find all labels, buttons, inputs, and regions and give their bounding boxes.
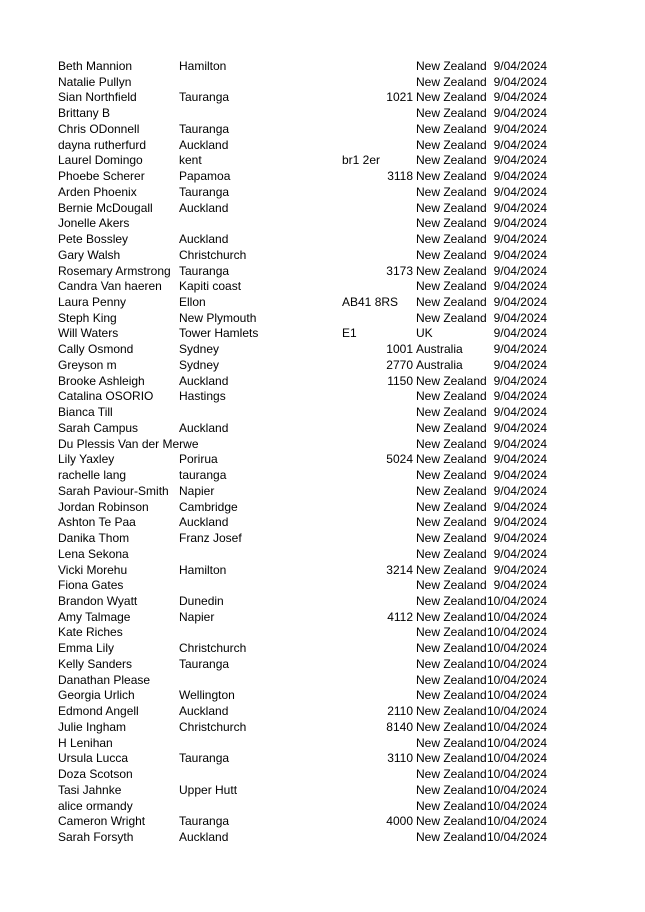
date-cell: 9/04/2024 (493, 106, 547, 121)
country-cell: New Zealand (416, 483, 487, 498)
table-row (0, 547, 645, 563)
city-cell: kent (179, 153, 202, 168)
country-cell: New Zealand (416, 405, 487, 420)
city-cell: Kapiti coast (179, 279, 242, 294)
city-cell: Auckland (179, 829, 229, 844)
table-row (0, 421, 645, 437)
date-cell: 9/04/2024 (493, 326, 547, 341)
table-row (0, 405, 645, 421)
name-cell: Candra Van haeren (58, 279, 162, 294)
table-row (0, 830, 645, 846)
table-row (0, 59, 645, 75)
name-cell: Jordan Robinson (58, 499, 149, 514)
table-row (0, 311, 645, 327)
name-cell: Cally Osmond (58, 342, 134, 357)
name-cell: Beth Mannion (58, 59, 133, 73)
date-cell: 9/04/2024 (493, 216, 547, 231)
postcode-cell: 1150 (387, 373, 413, 388)
date-cell: 10/04/2024 (486, 641, 547, 656)
postcode-cell: AB41 8RS (342, 295, 399, 310)
table-row (0, 185, 645, 201)
country-cell: New Zealand (416, 184, 487, 199)
table-row (0, 783, 645, 799)
name-cell: Steph King (58, 310, 117, 325)
name-cell: Arden Phoenix (58, 184, 137, 199)
table-row (0, 736, 645, 752)
date-cell: 10/04/2024 (486, 814, 547, 829)
name-cell: Ashton Te Paa (58, 515, 136, 530)
country-cell: New Zealand (416, 247, 487, 262)
date-cell: 10/04/2024 (486, 593, 547, 608)
postcode-cell: 3173 (386, 263, 413, 278)
name-cell: Kate Riches (58, 625, 123, 640)
city-cell: Wellington (179, 688, 235, 703)
table-row (0, 374, 645, 390)
date-cell: 9/04/2024 (493, 137, 547, 152)
date-cell: 9/04/2024 (493, 121, 547, 136)
table-row (0, 641, 645, 657)
table-row (0, 295, 645, 311)
name-cell: Chris ODonnell (58, 121, 140, 136)
date-cell: 9/04/2024 (493, 279, 547, 294)
country-cell: New Zealand (416, 263, 487, 278)
name-cell: dayna rutherfurd (58, 137, 147, 152)
country-cell: New Zealand (416, 782, 487, 797)
date-cell: 9/04/2024 (493, 483, 547, 498)
country-cell: New Zealand (416, 232, 487, 247)
name-cell: Rosemary Armstrong (58, 263, 171, 278)
country-cell: New Zealand (416, 735, 487, 750)
name-cell: Kelly Sanders (58, 656, 133, 671)
name-cell: Sarah Forsyth (58, 829, 134, 844)
country-cell: UK (416, 326, 433, 341)
table-row (0, 500, 645, 516)
table-row (0, 452, 645, 468)
city-cell: Tauranga (179, 184, 230, 199)
name-cell: Lily Yaxley (58, 452, 115, 467)
city-cell: Sydney (179, 357, 220, 372)
city-cell: New Plymouth (179, 310, 257, 325)
country-cell: New Zealand (416, 814, 487, 829)
table-row (0, 264, 645, 280)
country-cell: New Zealand (416, 562, 487, 577)
table-row (0, 720, 645, 736)
country-cell: New Zealand (416, 593, 487, 608)
postcode-cell: 4112 (387, 609, 413, 624)
date-cell: 10/04/2024 (486, 735, 547, 750)
country-cell: New Zealand (416, 656, 487, 671)
country-cell: New Zealand (416, 452, 487, 467)
country-cell: New Zealand (416, 704, 487, 719)
country-cell: New Zealand (416, 767, 487, 782)
city-cell: Tauranga (179, 656, 230, 671)
country-cell: New Zealand (416, 59, 487, 73)
city-cell: Franz Josef (179, 531, 242, 546)
city-cell: Porirua (179, 452, 218, 467)
name-cell: Gary Walsh (58, 247, 121, 262)
country-cell: New Zealand (416, 420, 487, 435)
date-cell: 9/04/2024 (493, 232, 547, 247)
country-cell: New Zealand (416, 373, 487, 388)
table-row (0, 437, 645, 453)
table-row (0, 169, 645, 185)
country-cell: Australia (416, 342, 463, 357)
country-cell: New Zealand (416, 121, 487, 136)
date-cell: 9/04/2024 (493, 515, 547, 530)
date-cell: 9/04/2024 (493, 562, 547, 577)
date-cell: 9/04/2024 (493, 169, 547, 184)
country-cell: New Zealand (416, 137, 487, 152)
table-row (0, 515, 645, 531)
country-cell: New Zealand (416, 106, 487, 121)
date-cell: 9/04/2024 (493, 74, 547, 89)
table-row (0, 688, 645, 704)
table-row (0, 153, 645, 169)
city-cell: Papamoa (179, 169, 231, 184)
postcode-cell: 1001 (386, 342, 413, 357)
table-row (0, 389, 645, 405)
name-cell: rachelle lang (58, 468, 127, 483)
city-cell: tauranga (179, 468, 227, 483)
city-cell: Cambridge (179, 499, 238, 514)
name-cell: Doza Scotson (58, 767, 133, 782)
table-row (0, 216, 645, 232)
date-cell: 10/04/2024 (486, 829, 547, 844)
date-cell: 9/04/2024 (493, 247, 547, 262)
city-cell: Hastings (179, 389, 226, 404)
country-cell: New Zealand (416, 578, 487, 593)
date-cell: 10/04/2024 (486, 625, 547, 640)
table-row (0, 201, 645, 217)
country-cell: New Zealand (416, 216, 487, 231)
date-cell: 9/04/2024 (493, 468, 547, 483)
table-row (0, 767, 645, 783)
city-cell: Sydney (179, 342, 220, 357)
name-cell: Greyson m (58, 357, 117, 372)
country-cell: New Zealand (416, 798, 487, 813)
postcode-cell: 2110 (387, 704, 413, 719)
records-table (0, 59, 645, 846)
name-cell: alice ormandy (58, 798, 133, 813)
date-cell: 9/04/2024 (493, 578, 547, 593)
city-cell: Tauranga (179, 751, 230, 766)
table-row (0, 657, 645, 673)
name-cell: Cameron Wright (58, 814, 146, 829)
postcode-cell: 4000 (386, 814, 413, 829)
name-cell: Vicki Morehu (58, 562, 128, 577)
country-cell: New Zealand (416, 719, 487, 734)
name-cell: Laurel Domingo (58, 153, 143, 168)
country-cell: New Zealand (416, 499, 487, 514)
country-cell: New Zealand (416, 295, 487, 310)
date-cell: 10/04/2024 (486, 688, 547, 703)
date-cell: 9/04/2024 (493, 342, 547, 357)
city-cell: Auckland (179, 515, 229, 530)
table-row (0, 531, 645, 547)
city-cell: Hamilton (179, 562, 227, 577)
name-cell: Laura Penny (58, 295, 127, 310)
name-cell: Danathan Please (58, 672, 151, 687)
date-cell: 10/04/2024 (486, 751, 547, 766)
date-cell: 9/04/2024 (493, 452, 547, 467)
date-cell: 10/04/2024 (486, 672, 547, 687)
name-cell: Amy Talmage (58, 609, 131, 624)
name-cell: Will Waters (58, 326, 119, 341)
name-cell: Phoebe Scherer (58, 169, 145, 184)
city-cell: Tower Hamlets (179, 326, 259, 341)
name-cell: Lena Sekona (58, 546, 129, 561)
date-cell: 10/04/2024 (486, 704, 547, 719)
postcode-cell: 3110 (387, 751, 413, 766)
country-cell: New Zealand (416, 672, 487, 687)
date-cell: 10/04/2024 (486, 782, 547, 797)
postcode-cell: 2770 (386, 357, 413, 372)
date-cell: 9/04/2024 (493, 405, 547, 420)
country-cell: New Zealand (416, 829, 487, 844)
city-cell: Dunedin (179, 593, 224, 608)
postcode-cell: E1 (342, 326, 357, 341)
table-row (0, 799, 645, 815)
table-row (0, 90, 645, 106)
date-cell: 9/04/2024 (493, 373, 547, 388)
postcode-cell: 8140 (386, 719, 413, 734)
postcode-cell: 5024 (386, 452, 413, 467)
country-cell: New Zealand (416, 531, 487, 546)
city-cell: Ellon (179, 295, 206, 310)
date-cell: 10/04/2024 (486, 609, 547, 624)
table-row (0, 106, 645, 122)
date-cell: 9/04/2024 (493, 59, 547, 73)
country-cell: New Zealand (416, 546, 487, 561)
city-cell: Tauranga (179, 814, 230, 829)
name-cell: Bianca Till (58, 405, 113, 420)
name-cell: Danika Thom (58, 531, 130, 546)
name-cell: Catalina OSORIO (58, 389, 154, 404)
name-cell: Pete Bossley (58, 232, 129, 247)
table-row (0, 814, 645, 830)
city-cell: Napier (179, 609, 215, 624)
country-cell: New Zealand (416, 90, 487, 105)
date-cell: 9/04/2024 (493, 436, 547, 451)
table-row (0, 610, 645, 626)
city-cell: Auckland (179, 373, 229, 388)
country-cell: New Zealand (416, 751, 487, 766)
city-cell: Tauranga (179, 90, 230, 105)
table-row (0, 122, 645, 138)
date-cell: 9/04/2024 (493, 357, 547, 372)
name-cell: Sian Northfield (58, 90, 137, 105)
name-cell: Emma Lily (58, 641, 115, 656)
table-row (0, 468, 645, 484)
postcode-cell: br1 2er (342, 153, 381, 168)
table-row (0, 563, 645, 579)
date-cell: 10/04/2024 (486, 656, 547, 671)
city-cell: Auckland (179, 137, 229, 152)
table-row (0, 673, 645, 689)
name-cell: Brandon Wyatt (58, 593, 138, 608)
postcode-cell: 1021 (386, 90, 413, 105)
date-cell: 9/04/2024 (493, 200, 547, 215)
country-cell: New Zealand (416, 310, 487, 325)
date-cell: 9/04/2024 (493, 295, 547, 310)
name-cell: H Lenihan (58, 735, 113, 750)
table-row (0, 279, 645, 295)
date-cell: 9/04/2024 (493, 499, 547, 514)
city-cell: Hamilton (179, 59, 227, 73)
city-cell: Tauranga (179, 263, 230, 278)
name-cell: Du Plessis Van der Merwe (58, 436, 199, 451)
country-cell: New Zealand (416, 609, 487, 624)
country-cell: New Zealand (416, 468, 487, 483)
table-row (0, 704, 645, 720)
name-cell: Sarah Campus (58, 420, 139, 435)
table-row (0, 751, 645, 767)
table-row (0, 625, 645, 641)
date-cell: 10/04/2024 (486, 767, 547, 782)
name-cell: Edmond Angell (58, 704, 139, 719)
postcode-cell: 3214 (386, 562, 413, 577)
country-cell: New Zealand (416, 169, 487, 184)
date-cell: 9/04/2024 (493, 263, 547, 278)
country-cell: New Zealand (416, 641, 487, 656)
city-cell: Christchurch (179, 641, 247, 656)
country-cell: New Zealand (416, 436, 487, 451)
country-cell: New Zealand (416, 153, 487, 168)
name-cell: Fiona Gates (58, 578, 124, 593)
table-row (0, 358, 645, 374)
city-cell: Auckland (179, 704, 229, 719)
name-cell: Brittany B (58, 106, 111, 121)
name-cell: Sarah Paviour-Smith (58, 483, 169, 498)
table-row (0, 326, 645, 342)
name-cell: Bernie McDougall (58, 200, 153, 215)
city-cell: Napier (179, 483, 215, 498)
date-cell: 9/04/2024 (493, 310, 547, 325)
city-cell: Auckland (179, 200, 229, 215)
table-row (0, 75, 645, 91)
name-cell: Jonelle Akers (58, 216, 130, 231)
name-cell: Brooke Ashleigh (58, 373, 145, 388)
date-cell: 9/04/2024 (493, 389, 547, 404)
country-cell: Australia (416, 357, 463, 372)
table-row (0, 484, 645, 500)
table-row (0, 232, 645, 248)
country-cell: New Zealand (416, 515, 487, 530)
table-row (0, 594, 645, 610)
city-cell: Tauranga (179, 121, 230, 136)
date-cell: 10/04/2024 (486, 798, 547, 813)
city-cell: Auckland (179, 420, 229, 435)
city-cell: Christchurch (179, 719, 247, 734)
date-cell: 10/04/2024 (486, 719, 547, 734)
name-cell: Julie Ingham (58, 719, 127, 734)
city-cell: Auckland (179, 232, 229, 247)
date-cell: 9/04/2024 (493, 90, 547, 105)
country-cell: New Zealand (416, 200, 487, 215)
country-cell: New Zealand (416, 74, 487, 89)
date-cell: 9/04/2024 (493, 184, 547, 199)
country-cell: New Zealand (416, 625, 487, 640)
date-cell: 9/04/2024 (493, 546, 547, 561)
name-cell: Natalie Pullyn (58, 74, 132, 89)
postcode-cell: 3118 (387, 169, 413, 184)
table-row (0, 248, 645, 264)
table-row (0, 342, 645, 358)
country-cell: New Zealand (416, 279, 487, 294)
city-cell: Upper Hutt (179, 782, 238, 797)
table-row (0, 138, 645, 154)
country-cell: New Zealand (416, 688, 487, 703)
date-cell: 9/04/2024 (493, 153, 547, 168)
table-row (0, 578, 645, 594)
name-cell: Tasi Jahnke (58, 782, 122, 797)
date-cell: 9/04/2024 (493, 531, 547, 546)
city-cell: Christchurch (179, 247, 247, 262)
name-cell: Georgia Urlich (58, 688, 135, 703)
country-cell: New Zealand (416, 389, 487, 404)
name-cell: Ursula Lucca (58, 751, 129, 766)
date-cell: 9/04/2024 (493, 420, 547, 435)
